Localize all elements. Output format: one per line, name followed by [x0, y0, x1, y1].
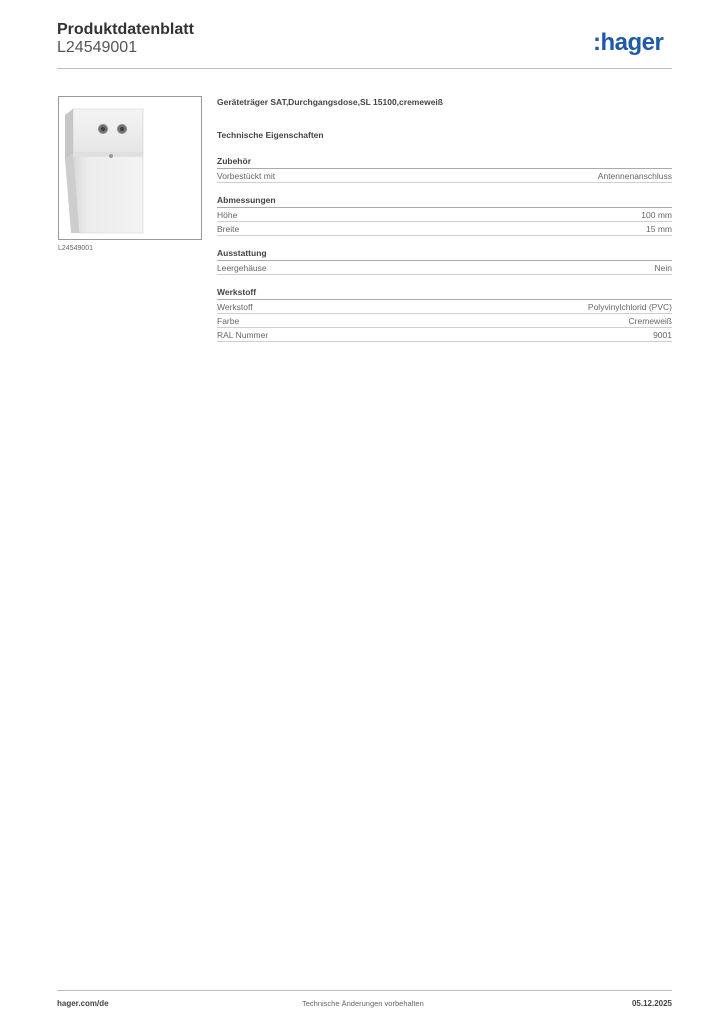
spec-label: Farbe — [217, 316, 240, 326]
logo-colon-icon: : — [593, 29, 601, 56]
spec-content — [217, 97, 672, 342]
spec-row — [217, 208, 672, 222]
spec-row — [217, 314, 672, 328]
spec-value: 100 mm — [641, 210, 672, 220]
section-heading: Ausstattung — [217, 248, 672, 261]
spec-label: Höhe — [217, 210, 238, 220]
logo-text: hager — [600, 29, 664, 56]
spec-value: 9001 — [653, 330, 672, 340]
footer-date: 05.12.2025 — [631, 999, 672, 1008]
spec-row — [217, 261, 672, 275]
spec-value: Antennenanschluss — [597, 171, 672, 181]
spec-label: RAL Nummer — [217, 330, 269, 340]
footer-website-link[interactable]: hager.com/de — [57, 999, 109, 1008]
spec-label: Werkstoff — [217, 302, 253, 312]
product-image — [58, 96, 202, 240]
page-title: Produktdatenblatt — [57, 21, 194, 38]
footer-note: Technische Änderungen vorbehalten — [302, 999, 424, 1008]
spec-value: 15 mm — [646, 224, 672, 234]
hager-logo[interactable] — [593, 29, 663, 57]
product-number: L24549001 — [57, 39, 138, 56]
section-zubehoer — [217, 156, 672, 183]
spec-label: Leergehäuse — [217, 263, 267, 273]
spec-label: Breite — [217, 224, 240, 234]
section-heading: Abmessungen — [217, 195, 672, 208]
spec-row — [217, 169, 672, 183]
header-divider — [57, 68, 672, 69]
section-heading: Zubehör — [217, 156, 672, 169]
section-werkstoff — [217, 287, 672, 342]
section-abmessungen — [217, 195, 672, 236]
spec-row — [217, 222, 672, 236]
spec-label: Vorbestückt mit — [217, 171, 276, 181]
section-heading: Werkstoff — [217, 287, 672, 300]
spec-value: Polyvinylchlorid (PVC) — [587, 302, 672, 312]
section-ausstattung — [217, 248, 672, 275]
spec-row — [217, 300, 672, 314]
spec-value: Nein — [654, 263, 672, 273]
spec-row — [217, 328, 672, 342]
footer-divider — [57, 990, 672, 991]
product-photo-icon — [59, 97, 201, 239]
technical-properties-heading: Technische Eigenschaften — [217, 130, 324, 140]
image-caption: L24549001 — [58, 245, 94, 252]
spec-value: Cremeweiß — [628, 316, 672, 326]
product-title: Geräteträger SAT,Durchgangsdose,SL 15100,cremeweiß — [217, 97, 443, 107]
